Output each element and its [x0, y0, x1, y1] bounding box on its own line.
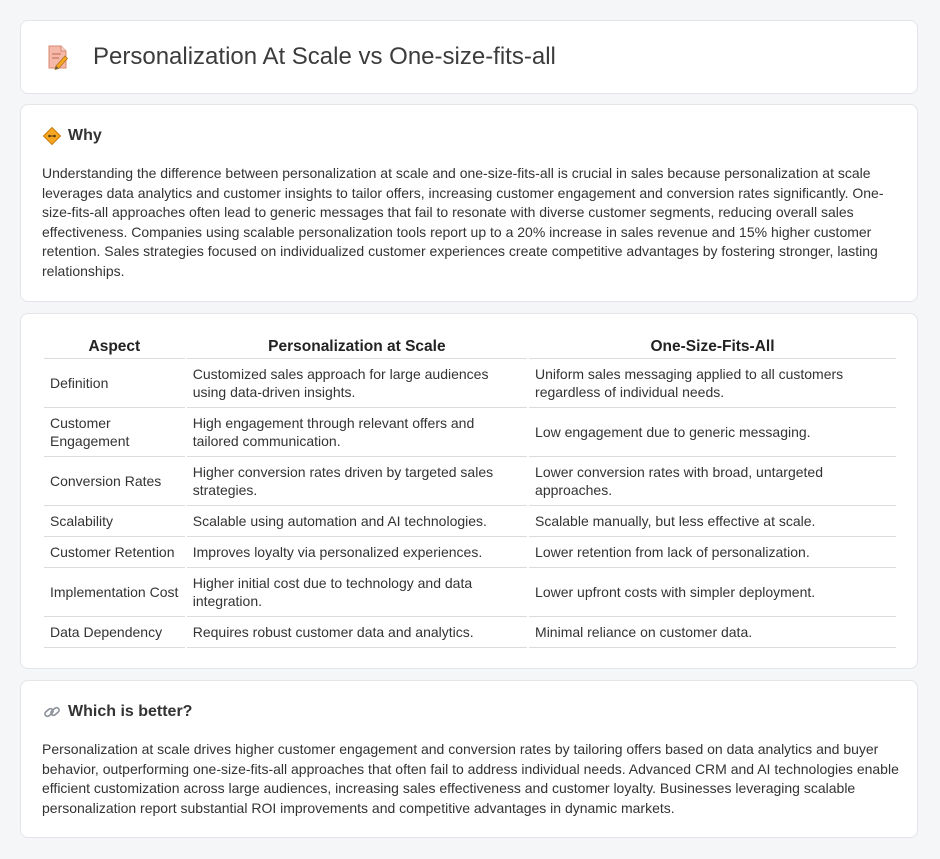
which-is-better-section	[20, 680, 918, 838]
better-heading	[43, 703, 192, 721]
aspect-cell: Implementation Cost	[44, 568, 185, 617]
personalization-cell: Higher initial cost due to technology and data integration.	[187, 568, 527, 617]
table-row	[44, 359, 896, 408]
aspect-cell: Customer Engagement	[44, 408, 185, 457]
header-card	[20, 20, 918, 94]
header-personalization: Personalization at Scale	[187, 336, 527, 359]
aspect-cell: Data Dependency	[44, 617, 185, 648]
aspect-cell: Conversion Rates	[44, 457, 185, 506]
why-heading	[43, 127, 102, 145]
one-size-cell: Low engagement due to generic messaging.	[529, 408, 896, 457]
link-icon	[43, 703, 61, 721]
header-aspect: Aspect	[44, 336, 185, 359]
page-title: Personalization At Scale vs One-size-fits-all	[93, 43, 556, 70]
table-row	[44, 617, 896, 648]
personalization-cell: Scalable using automation and AI technologies.	[187, 506, 527, 537]
table-header-row	[44, 336, 896, 359]
one-size-cell: Lower conversion rates with broad, untargeted approaches.	[529, 457, 896, 506]
personalization-cell: Requires robust customer data and analytics.	[187, 617, 527, 648]
why-text: Understanding the difference between personalization at scale and one-size-fits-all is crucial in sales because personalization at scale leverages data analytics and customer insights to tailor offers, increasing customer engagement and conversion rates significantly. One-size-fits-all approaches often lead to generic messages that fail to resonate with diverse customer segments, reducing overall sales effectiveness. Companies using scalable personalization tools report up to a 20% increase in sales revenue and 15% higher customer retention. Sales strategies focused on individualized customer experiences create competitive advantages by fostering stronger, lasting relationships.	[42, 165, 884, 279]
aspect-cell: Definition	[44, 359, 185, 408]
table-row	[44, 568, 896, 617]
aspect-cell: Customer Retention	[44, 537, 185, 568]
title-row	[47, 43, 556, 71]
comparison-table-card	[20, 313, 918, 669]
one-size-cell: Lower upfront costs with simpler deployment.	[529, 568, 896, 617]
table-row	[44, 457, 896, 506]
why-title: Why	[68, 127, 102, 144]
table-row	[44, 537, 896, 568]
one-size-cell: Scalable manually, but less effective at scale.	[529, 506, 896, 537]
table-row	[44, 506, 896, 537]
aspect-cell: Scalability	[44, 506, 185, 537]
comparison-table	[42, 336, 898, 648]
personalization-cell: Improves loyalty via personalized experiences.	[187, 537, 527, 568]
personalization-cell: Higher conversion rates driven by targeted sales strategies.	[187, 457, 527, 506]
table-row	[44, 408, 896, 457]
why-section	[20, 104, 918, 302]
one-size-cell: Uniform sales messaging applied to all customers regardless of individual needs.	[529, 359, 896, 408]
personalization-cell: Customized sales approach for large audiences using data-driven insights.	[187, 359, 527, 408]
better-text: Personalization at scale drives higher customer engagement and conversion rates by tailoring offers based on data analytics and buyer behavior, outperforming one-size-fits-all approaches that often fail to address individual needs. Advanced CRM and AI technologies enable efficient customization across large audiences, increasing sales effectiveness and customer loyalty. Businesses leveraging scalable personalization report substantial ROI improvements and competitive advantages in dynamic markets.	[42, 741, 899, 816]
diamond-road-sign-icon	[43, 127, 61, 145]
document-pencil-icon	[47, 44, 69, 70]
personalization-cell: High engagement through relevant offers and tailored communication.	[187, 408, 527, 457]
one-size-cell: Lower retention from lack of personalization.	[529, 537, 896, 568]
better-title: Which is better?	[68, 703, 193, 720]
header-one-size: One-Size-Fits-All	[529, 336, 896, 359]
one-size-cell: Minimal reliance on customer data.	[529, 617, 896, 648]
